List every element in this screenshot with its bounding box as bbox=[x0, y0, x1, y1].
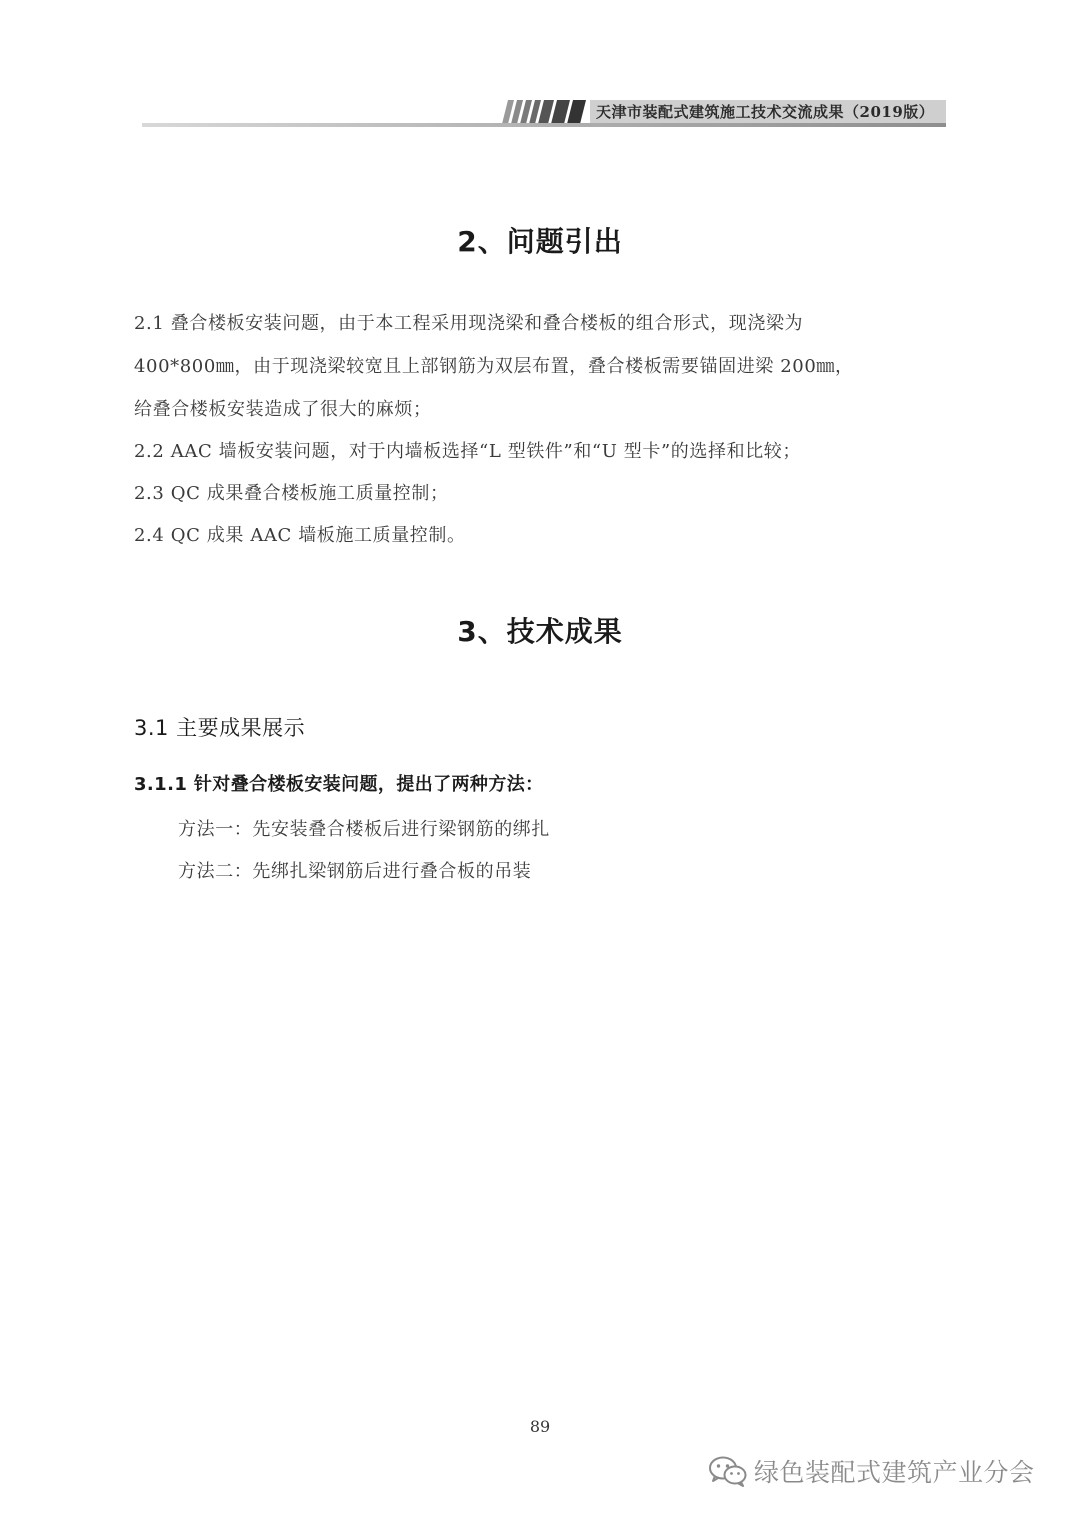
watermark bbox=[708, 1453, 1035, 1489]
paragraph-2-3: 2.3 QC 成果叠合楼板施工质量控制； bbox=[134, 483, 449, 504]
paragraph-2-1-line-1: 2.1 叠合楼板安装问题，由于本工程采用现浇梁和叠合楼板的组合形式，现浇梁为 bbox=[134, 313, 804, 334]
page-number: 89 bbox=[529, 1417, 551, 1436]
wechat-icon bbox=[708, 1455, 748, 1487]
method-two: 方法二：先绑扎梁钢筋后进行叠合板的吊装 bbox=[178, 861, 532, 882]
paragraph-2-2: 2.2 AAC 墙板安装问题，对于内墙板选择“L 型铁件”和“U 型卡”的选择和比较； bbox=[134, 441, 802, 462]
subsection-3-1-1-heading: 3.1.1 针对叠合楼板安装问题，提出了两种方法： bbox=[134, 774, 544, 795]
paragraph-2-4: 2.4 QC 成果 AAC 墙板施工质量控制。 bbox=[134, 525, 466, 546]
running-header-title: 天津市装配式建筑施工技术交流成果（2019版） bbox=[596, 103, 935, 121]
paragraph-2-1-line-2: 400*800㎜，由于现浇梁较宽且上部钢筋为双层布置，叠合楼板需要锚固进梁 200㎜， bbox=[134, 356, 854, 377]
method-one: 方法一：先安装叠合楼板后进行梁钢筋的绑扎 bbox=[178, 819, 550, 840]
section-2-title: 2、问题引出 bbox=[457, 225, 623, 258]
subsection-3-1-heading: 3.1 主要成果展示 bbox=[134, 716, 306, 740]
paragraph-2-1-line-3: 给叠合楼板安装造成了很大的麻烦； bbox=[134, 399, 432, 420]
section-3-title: 3、技术成果 bbox=[457, 615, 623, 648]
watermark-text: 绿色装配式建筑产业分会 bbox=[754, 1458, 1035, 1487]
header-rule bbox=[142, 123, 946, 127]
header-stripes-decoration bbox=[496, 100, 591, 124]
